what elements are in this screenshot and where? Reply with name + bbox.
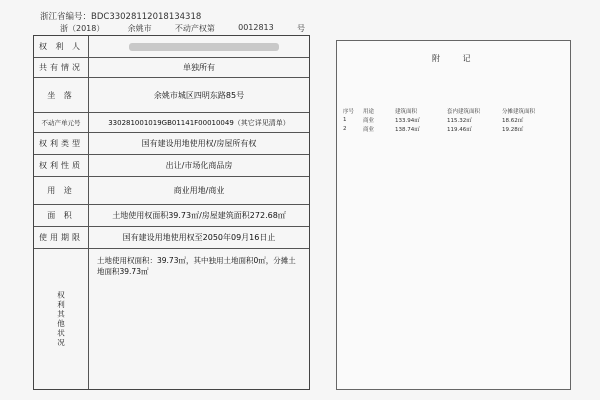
row-unit-number	[34, 113, 309, 133]
row-usage	[34, 177, 309, 205]
row-owner	[34, 36, 309, 58]
annex-cell: 119.46㎡	[447, 126, 472, 133]
row-value: 余姚市城区四明东路85号	[153, 90, 245, 100]
annex-header: 用途	[363, 108, 375, 115]
annex-cell: 115.32㎡	[447, 117, 472, 124]
cert-prefix: 浙（2018）	[60, 24, 105, 33]
annex-header-row	[343, 106, 565, 115]
annex-header: 建筑面积	[395, 108, 418, 115]
annex-header: 分摊建筑面积	[502, 108, 536, 115]
row-label: 权利性质	[34, 155, 89, 176]
row-area	[34, 205, 309, 227]
cert-year: 2018	[76, 24, 97, 33]
annex-header: 套内建筑面积	[447, 108, 481, 115]
row-value: 商业用地/商业	[173, 186, 225, 195]
row-value: 单独所有	[183, 63, 215, 72]
document-code: BDC33028112018134318	[91, 12, 202, 22]
annex-cell: 商业	[363, 117, 375, 124]
annex-row	[343, 115, 565, 124]
row-value: 土地使用权面积：39.73㎡，其中独用土地面积0㎡，分摊土地面积39.73㎡	[97, 256, 296, 276]
row-label: 权利类型	[34, 133, 89, 154]
row-value: 国有建设用地使用权至2050年09月16日止	[122, 233, 276, 242]
annex-cell: 商业	[363, 126, 375, 133]
row-label: 不动产单元号	[34, 113, 89, 132]
row-other-status	[34, 249, 309, 389]
cert-city: 余姚市	[127, 24, 152, 33]
annex-title: 附 记	[432, 54, 481, 63]
row-term	[34, 227, 309, 249]
row-location	[34, 78, 309, 113]
annex-cell: 1	[343, 116, 347, 123]
row-value: 土地使用权面积39.73㎡/房屋建筑面积272.68㎡	[112, 211, 286, 220]
row-co-ownership	[34, 58, 309, 78]
annex-cell: 2	[343, 125, 347, 132]
cert-suffix: 号	[297, 24, 305, 33]
annex-row	[343, 124, 565, 133]
row-label: 权 利 人	[34, 36, 89, 57]
cert-number: 0012813	[238, 23, 274, 32]
row-label: 用 途	[34, 177, 89, 204]
province-number-label: 浙江省编号：	[40, 12, 92, 22]
row-right-type	[34, 133, 309, 155]
cert-type: 不动产权第	[174, 24, 215, 33]
owner-value-redacted	[89, 36, 309, 57]
annex-cell: 18.62㎡	[502, 117, 524, 124]
row-label: 坐 落	[34, 78, 89, 112]
redacted-block	[129, 43, 279, 51]
certificate-line	[60, 23, 305, 34]
row-value: 330281001019GB01141F00010049（其它详见清单）	[108, 118, 290, 127]
annex-page	[336, 40, 571, 390]
annex-table	[343, 106, 565, 133]
annex-cell: 138.74㎡	[395, 126, 420, 133]
property-rights-table	[33, 35, 310, 390]
document-number	[40, 10, 201, 22]
row-label: 权利其他状况	[34, 249, 89, 389]
row-label: 共有情况	[34, 58, 89, 77]
row-label: 使用期限	[34, 227, 89, 248]
row-value: 国有建设用地使用权/房屋所有权	[141, 139, 257, 148]
annex-cell: 133.94㎡	[395, 117, 420, 124]
row-label: 面 积	[34, 205, 89, 226]
row-value: 出让/市场化商品房	[165, 161, 233, 170]
annex-cell: 19.28㎡	[502, 126, 524, 133]
row-right-nature	[34, 155, 309, 177]
annex-header: 序号	[343, 108, 355, 115]
